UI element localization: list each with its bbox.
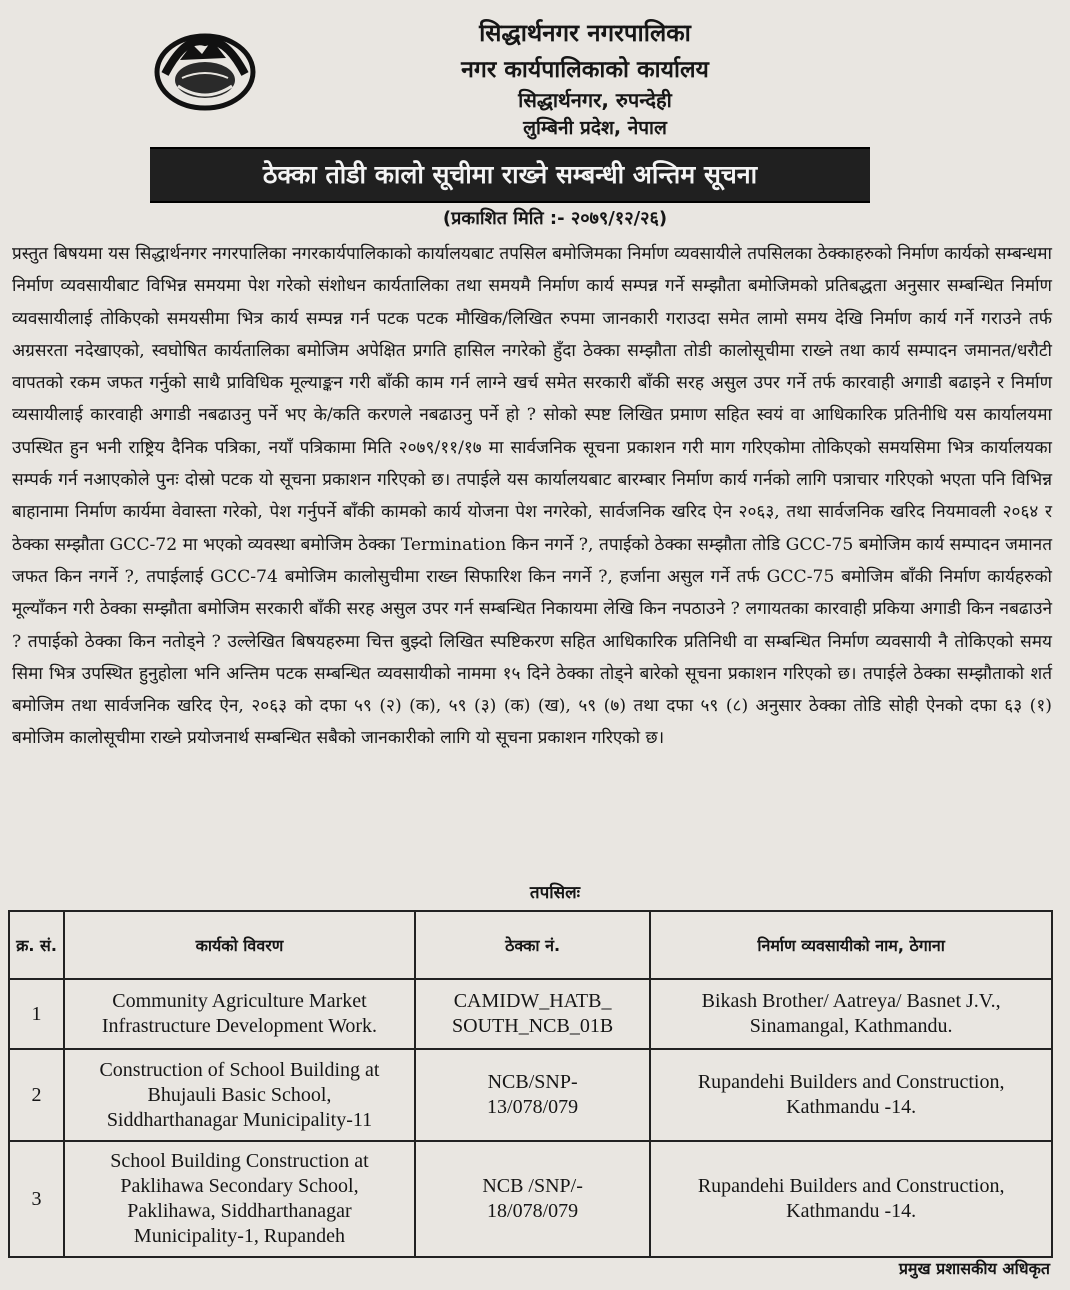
header-serial: क्र. सं. [9,911,64,979]
notice-title: ठेक्का तोडी कालो सूचीमा राख्ने सम्बन्धी अन्तिम सूचना [150,147,870,203]
municipality-name: सिद्धार्थनगर नगरपालिका [479,19,691,47]
table-row [9,1049,1052,1141]
cell-contractor: Rupandehi Builders and Construction, Kathmandu -14. [650,1141,1052,1257]
contracts-table [8,910,1053,1258]
letterhead [0,8,1070,138]
office-name: नगर कार्यपालिकाको कार्यालय [461,57,709,83]
cell-contract-no: NCB/SNP- 13/078/079 [415,1049,650,1141]
cell-contractor: Rupandehi Builders and Construction, Kathmandu -14. [650,1049,1052,1141]
published-date: (प्रकाशित मिति :- २०७९/१२/२६) [442,208,668,229]
cell-contract-no: NCB /SNP/- 18/078/079 [415,1141,650,1257]
cell-work: School Building Construction at Paklihawa Secondary School, Paklihawa, Siddharthanagar Municipality-1, Rupandeh [64,1141,415,1257]
notice-body: प्रस्तुत बिषयमा यस सिद्धार्थनगर नगरपालिका नगरकार्यपालिकाको कार्यालयबाट तपसिल बमोजिमका निर्माण व्यवसायीले तपसिलका ठेक्काहरुको निर्माण कार्यको सम्बन्धमा निर्माण व्यवसायीबाट विभिन्न समयमा पेश गरेको संशोधन कार्यतालिका तथा समयमै निर्माण कार्य सम्पन्न गर्ने सम्झौता बमोजिमको प्रतिबद्धता अनुसार सम्बन्धित निर्माण व्यवसायीलाई तोकिएको समयसीमा भित्र कार्य सम्पन्न गर्न पटक पटक मौखिक/लिखित रुपमा जानकारी गराउदा समेत लामो समय देखि निर्माण कार्य गर्ने गराउने तर्फ अग्रसरता नदेखाएको, स्वघोषित कार्यतालिका बमोजिम अपेक्षित प्रगति हासिल नगरेको हुँदा ठेक्का सम्झौता तोडी कालोसूचीमा राख्ने तथा कार्य सम्पादन जमानत/धरौटी वापतको रकम जफत गर्नुको साथै प्राविधिक मूल्याङ्कन गरी बाँकी काम गर्न लाग्ने खर्च समेत सरकारी बाँकी सरह असुल उपर गर्ने तर्फ कारवाही अगाडी बढाइने र निर्माण व्यसायीलाई कारवाही अगाडी नबढाउनु पर्ने भए के/कति करणले नबढाउनु पर्ने हो ? सोको स्पष्ट लिखित प्रमाण सहित स्वयं वा आधिकारिक प्रतिनीधि यस कार्यालयमा उपस्थित हुन भनी राष्ट्रिय दैनिक पत्रिका, नयाँ पत्रिकामा मिति २०७९/११/१७ मा सार्वजनिक सूचना प्रकाशन गरी माग गरिएकोमा तोकिएको समयसिमा भित्र कार्यालयका सम्पर्क गर्न नआएकोले पुनः दोस्रो पटक यो सूचना प्रकाशन गरिएको छ। तपाईले यस कार्यालयबाट बारम्बार निर्माण कार्य गर्नको लागि पत्राचार गरिएको भएता पनि विभिन्न बाहानामा निर्माण कार्यमा वेवास्ता गरेको, पेश गर्नुपर्ने बाँकी कामको कार्य योजना पेश नगरेको, सार्वजनिक खरिद ऐन २०६३, तथा सार्वजनिक खरिद नियमावली २०६४ र ठेक्का सम्झौता GCC-72 मा भएको व्यवस्था बमोजिम ठेक्का Termination किन नगर्ने ?, तपाईको ठेक्का सम्झौता तोडि GCC-75 बमोजिम कार्य सम्पादन जमानत जफत किन नगर्ने ?, तपाईलाई GCC-74 बमोजिम कालोसुचीमा राख्न सिफारिश किन नगर्ने ?, हर्जाना असुल गर्ने तर्फ GCC-75 बमोजिम बाँकी निर्माण कार्यहरुको मूल्याँकन गरी ठेक्का सम्झौता बमोजिम सरकारी बाँकी सरह असुल उपर गर्न सम्बन्धित निकायमा लेखि किन नपठाउने ? लगायतका कारवाही प्रकिया अगाडी किन नबढाउने ? तपाईको ठेक्का किन नतोड्ने ? उल्लेखित बिषयहरुमा चित्त बुझ्दो लिखित स्पष्टिकरण सहित आधिकारिक प्रतिनिधी वा सम्बन्धित निर्माण व्यवसायी नै तोकिएको समय सिमा भित्र उपस्थित हुनुहोला भनि अन्तिम पटक सम्बन्धित व्यवसायीको नाममा १५ दिने ठेक्का तोड्ने बारेको सूचना प्रकाशन गरिएको छ। तपाईले ठेक्का सम्झौताको शर्त बमोजिम तथा सार्वजनिक खरिद ऐन, २०६३ को दफा ५९ (२) (क), ५९ (३) (क) (ख), ५९ (७) तथा दफा ५९ (८) अनुसार ठेक्का तोडि सोही ऐनको दफा ६३ (१) बमोजिम कालोसूचीमा राख्ने प्रयोजनार्थ सम्बन्धित सबैको जानकारीको लागि यो सूचना प्रकाशन गरिएको छ। [12,244,1053,749]
cell-contract-no: CAMIDW_HATB_ SOUTH_NCB_01B [415,979,650,1049]
cell-contractor: Bikash Brother/ Aatreya/ Basnet J.V., Sinamangal, Kathmandu. [650,979,1052,1049]
table-row [9,1141,1052,1257]
cell-work: Construction of School Building at Bhujauli Basic School, Siddharthanagar Municipality-11 [64,1049,415,1141]
header-contractor: निर्माण व्यवसायीको नाम, ठेगाना [650,911,1052,979]
table-row [9,979,1052,1049]
province-country: लुम्बिनी प्रदेश, नेपाल [523,117,667,139]
table-header-row [9,911,1052,979]
cell-serial: 3 [9,1141,64,1257]
cell-work: Community Agriculture Market Infrastructure Development Work. [64,979,415,1049]
header-contract-number: ठेक्का नं. [415,911,650,979]
cell-serial: 2 [9,1049,64,1141]
header-work-description: कार्यको विवरण [64,911,415,979]
cell-serial: 1 [9,979,64,1049]
details-label: तपसिलः [529,883,581,903]
signatory-title: प्रमुख प्रशासकीय अधिकृत [898,1259,1050,1278]
office-address: सिद्धार्थनगर, रुपन्देही [518,88,672,112]
